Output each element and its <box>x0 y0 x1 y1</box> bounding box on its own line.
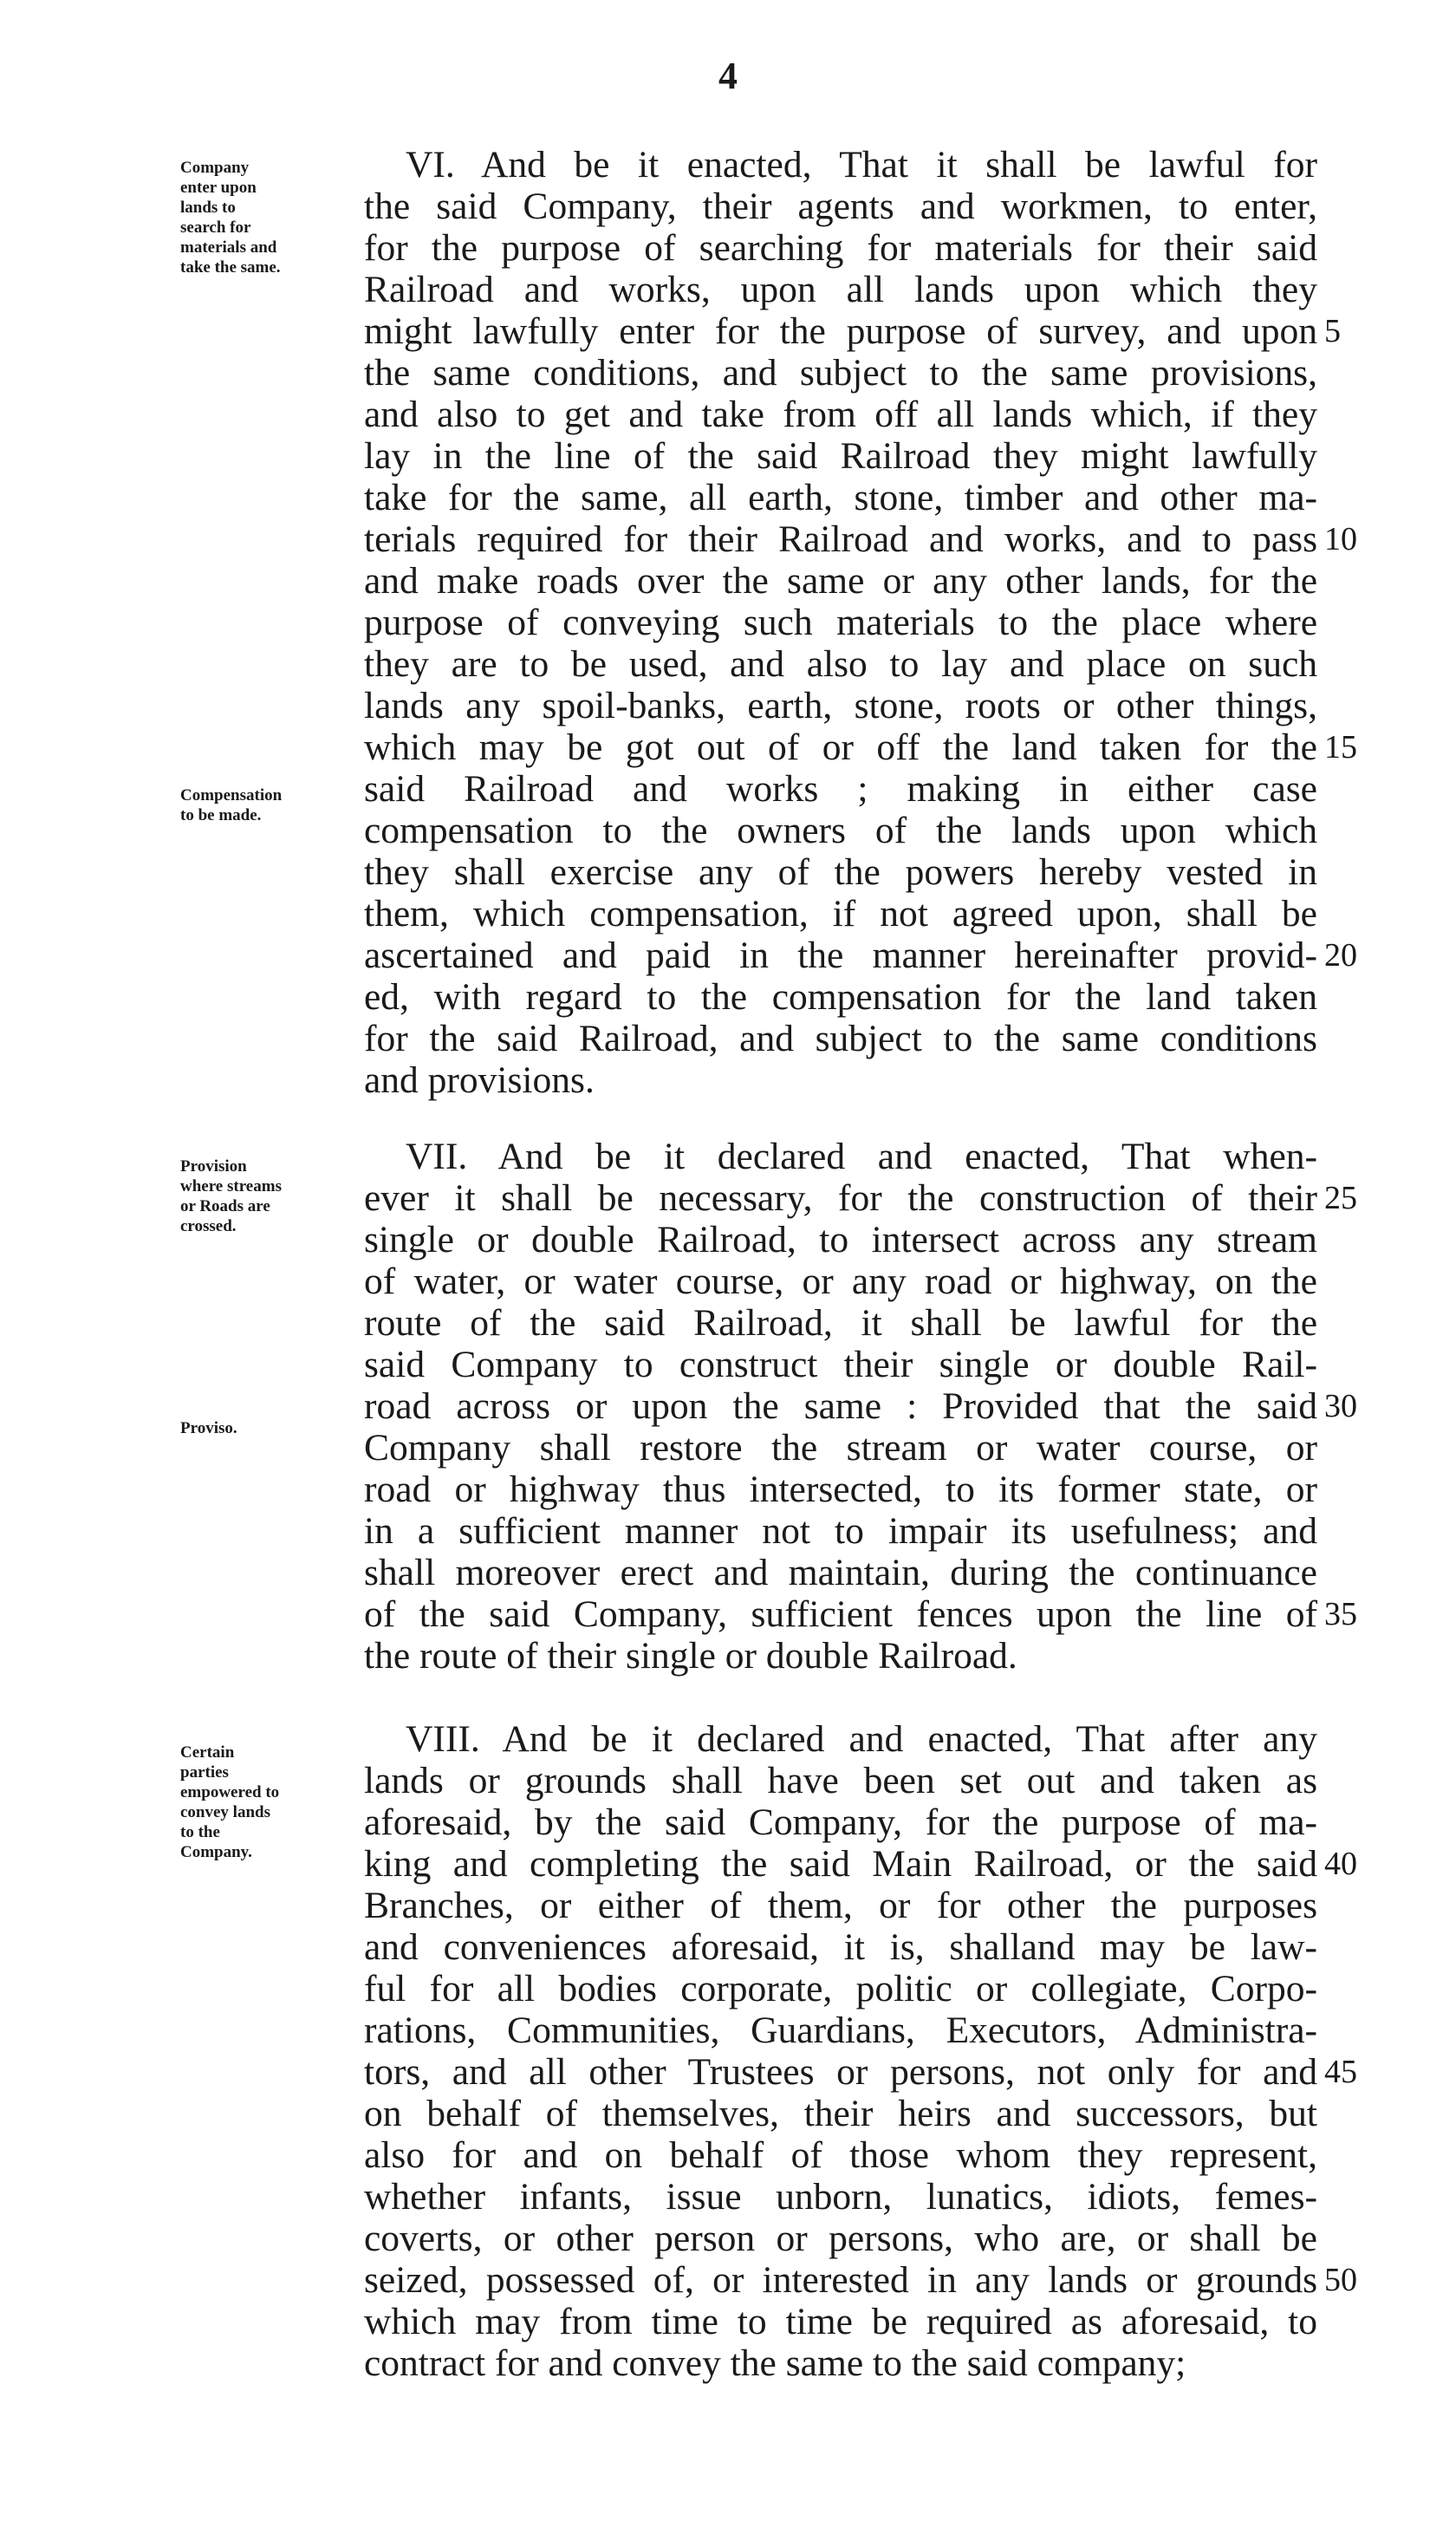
text-line: Railroad and works, upon all lands upon which they <box>364 269 1317 310</box>
line-number: 20 <box>1324 937 1357 974</box>
text-line: ascertained and paid in the manner hereinafter provid- <box>364 935 1317 976</box>
line-number: 25 <box>1324 1180 1357 1216</box>
text-line: single or double Railroad, to intersect across any stream <box>364 1219 1317 1260</box>
text-line: whether infants, issue unborn, lunatics, idiots, femes- <box>364 2176 1317 2218</box>
text-line: road across or upon the same : Provided that the said <box>364 1385 1317 1427</box>
text-line: which may be got out of or off the land taken for the <box>364 726 1317 768</box>
text-line: also for and on behalf of those whom they represent, <box>364 2134 1317 2176</box>
text-line: VI. And be it enacted, That it shall be lawful for <box>406 144 1317 186</box>
text-line: might lawfully enter for the purpose of survey, and upon <box>364 310 1317 352</box>
text-line: for the said Railroad, and subject to the same conditions <box>364 1018 1317 1059</box>
text-line: and conveniences aforesaid, it is, shalland may be law- <box>364 1926 1317 1968</box>
text-line: VIII. And be it declared and enacted, That after any <box>406 1718 1317 1760</box>
text-line: ed, with regard to the compensation for the land taken <box>364 976 1317 1018</box>
text-line: which may from time to time be required as aforesaid, to <box>364 2301 1317 2342</box>
text-line: and also to get and take from off all lands which, if they <box>364 394 1317 435</box>
text-line: and provisions. <box>364 1059 595 1101</box>
text-line: of water, or water course, or any road or highway, on the <box>364 1260 1317 1302</box>
text-line: Company shall restore the stream or water course, or <box>364 1427 1317 1469</box>
margin-note: Company enter upon lands to search for materials and take the same. <box>180 159 281 277</box>
text-line: in a sufficient manner not to impair its usefulness; and <box>364 1510 1317 1552</box>
text-line: rations, Communities, Guardians, Executors, Administra- <box>364 2010 1317 2051</box>
text-line: compensation to the owners of the lands upon which <box>364 810 1317 851</box>
text-line: on behalf of themselves, their heirs and successors, but <box>364 2093 1317 2134</box>
text-line: coverts, or other person or persons, who are, or shall be <box>364 2218 1317 2259</box>
text-line: purpose of conveying such materials to the place where <box>364 602 1317 643</box>
text-line: contract for and convey the same to the said company; <box>364 2342 1186 2384</box>
text-line: VII. And be it declared and enacted, That when- <box>406 1136 1317 1177</box>
line-number: 50 <box>1324 2262 1357 2298</box>
margin-note: Compensation to be made. <box>180 786 283 824</box>
text-line: for the purpose of searching for materials for their said <box>364 227 1317 269</box>
line-number: 15 <box>1324 729 1357 765</box>
text-line: the said Company, their agents and workmen, to enter, <box>364 186 1317 227</box>
text-line: tors, and all other Trustees or persons, not only for and <box>364 2051 1317 2093</box>
line-number: 35 <box>1324 1596 1357 1632</box>
text-line: Branches, or either of them, or for other the purposes <box>364 1885 1317 1926</box>
text-line: seized, possessed of, or interested in any lands or grounds <box>364 2259 1317 2301</box>
text-line: terials required for their Railroad and works, and to pass <box>364 518 1317 560</box>
line-number: 45 <box>1324 2054 1357 2090</box>
text-line: and make roads over the same or any other lands, for the <box>364 560 1317 602</box>
text-line: shall moreover erect and maintain, during the continuance <box>364 1552 1317 1593</box>
text-line: route of the said Railroad, it shall be lawful for the <box>364 1302 1317 1344</box>
text-line: aforesaid, by the said Company, for the purpose of ma- <box>364 1801 1317 1843</box>
text-line: said Railroad and works ; making in either case <box>364 768 1317 810</box>
line-number: 10 <box>1324 521 1357 557</box>
text-line: said Company to construct their single or double Rail- <box>364 1344 1317 1385</box>
text-line: them, which compensation, if not agreed upon, shall be <box>364 893 1317 935</box>
margin-note: Provision where streams or Roads are crossed. <box>180 1157 282 1235</box>
margin-note: Proviso. <box>180 1419 237 1437</box>
page-number: 4 <box>718 55 738 97</box>
text-line: lay in the line of the said Railroad they might lawfully <box>364 435 1317 477</box>
text-line: the same conditions, and subject to the same provisions, <box>364 352 1317 394</box>
text-line: lands any spoil-banks, earth, stone, roots or other things, <box>364 685 1317 726</box>
line-number: 40 <box>1324 1846 1357 1882</box>
text-line: the route of their single or double Railroad. <box>364 1635 1017 1677</box>
text-line: lands or grounds shall have been set out and taken as <box>364 1760 1317 1801</box>
text-line: they shall exercise any of the powers hereby vested in <box>364 851 1317 893</box>
text-line: ever it shall be necessary, for the construction of their <box>364 1177 1317 1219</box>
text-line: take for the same, all earth, stone, timber and other ma- <box>364 477 1317 518</box>
text-line: road or highway thus intersected, to its former state, or <box>364 1469 1317 1510</box>
text-line: they are to be used, and also to lay and place on such <box>364 643 1317 685</box>
margin-note: Certain parties empowered to convey lands to the Company. <box>180 1743 280 1861</box>
line-number: 5 <box>1324 313 1341 349</box>
text-line: king and completing the said Main Railroad, or the said <box>364 1843 1317 1885</box>
text-line: ful for all bodies corporate, politic or collegiate, Corpo- <box>364 1968 1317 2010</box>
text-line: of the said Company, sufficient fences upon the line of <box>364 1593 1317 1635</box>
line-number: 30 <box>1324 1388 1357 1424</box>
